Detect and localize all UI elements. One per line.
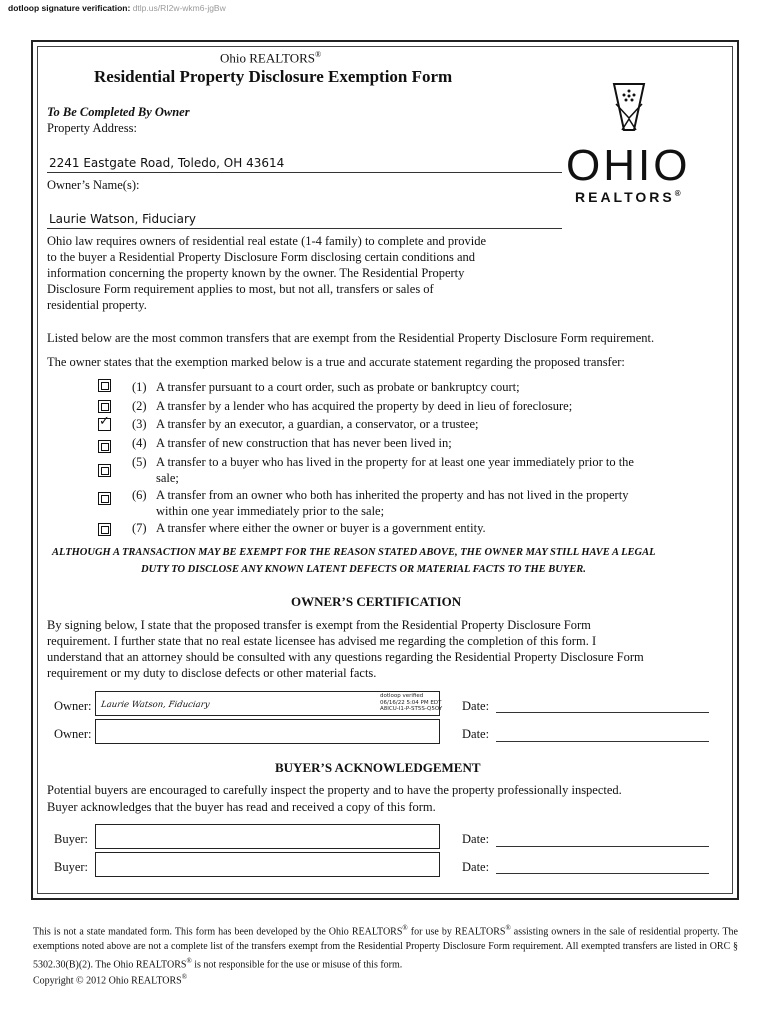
- acknowledgement-line-1: Potential buyers are encouraged to carefully inspect the property and to have the property professionally inspected.: [47, 783, 622, 797]
- buyer-signature-field-2[interactable]: [95, 852, 440, 877]
- certification-line-3: understand that an attorney should be consulted with any questions regarding the Residential Property Disclosure Form: [47, 650, 644, 664]
- exemption-checkbox-3[interactable]: [98, 414, 111, 431]
- property-address-label: Property Address:: [47, 121, 137, 135]
- date-label-buyer-2: Date:: [462, 860, 490, 874]
- warning-line-1: ALTHOUGH A TRANSACTION MAY BE EXEMPT FOR THE REASON STATED ABOVE, THE OWNER MAY STILL HAVE A LEGAL: [52, 547, 656, 558]
- exemption-item-5-cont: sale;: [156, 471, 179, 485]
- owner-subhead: To Be Completed By Owner: [47, 105, 190, 119]
- signature-verification: [8, 3, 226, 13]
- verification-label: dotloop signature verification:: [8, 3, 131, 13]
- owner-label-1: Owner:: [54, 699, 92, 713]
- exemption-checkbox-5[interactable]: [98, 464, 111, 477]
- check-mark-icon: ✓: [99, 414, 110, 429]
- org-name: Ohio REALTORS®: [220, 50, 322, 66]
- exemption-checkbox-4[interactable]: [98, 440, 111, 453]
- exemption-checkbox-2[interactable]: [98, 400, 111, 413]
- owner-label-2: Owner:: [54, 727, 92, 741]
- exemption-item-7: (7) A transfer where either the owner or buyer is a government entity.: [132, 521, 486, 535]
- intro-line-5: residential property.: [47, 298, 147, 312]
- buyer-label-2: Buyer:: [54, 860, 89, 874]
- certification-line-4: requirement or my duty to disclose defects or other material facts.: [47, 666, 377, 680]
- owner-signature-1: Laurie Watson, Fiduciary: [100, 700, 211, 710]
- exemption-item-6-cont: within one year immediately prior to the sale;: [156, 504, 385, 518]
- intro-line-4: Disclosure Form requirement applies to most, but not all, transfers or sales of: [47, 282, 434, 296]
- exemption-item-2: (2) A transfer by a lender who has acquired the property by deed in lieu of foreclosure;: [132, 399, 573, 413]
- logo-word-ohio: OHIO: [566, 141, 691, 190]
- footer-disclaimer: This is not a state mandated form. This form has been developed by the Ohio REALTORS® for use by REALTORS® assisting owners in the sale of residential property. The exemptions noted above are not a complete list of the transfers exempt from the Residential Property Disclosure Form requirement. All exempted transfers are listed in ORC § 5302.30(B)(2). The Ohio REALTORS® is not responsible for the use or misuse of this form.: [33, 924, 738, 971]
- exemption-checkbox-7[interactable]: [98, 523, 111, 536]
- exemption-checkbox-6[interactable]: [98, 492, 111, 505]
- intro-line-3: information concerning the property known by the owner. The Residential Property: [47, 266, 465, 280]
- date-field-buyer-2[interactable]: [496, 873, 709, 874]
- exemption-item-4: (4) A transfer of new construction that has never been lived in;: [132, 436, 452, 450]
- verification-link[interactable]: dtlp.us/RI2w-wkm6-jgBw: [132, 3, 226, 13]
- owner-names-label: Owner’s Name(s):: [47, 178, 140, 192]
- signature-verification-stamp: dotloop verified 06/16/22 5:04 PM EDT A8ICU-I1-P-ST5S-Q5OY: [380, 693, 443, 712]
- date-label-owner-2: Date:: [462, 727, 490, 741]
- certification-line-1: By signing below, I state that the proposed transfer is exempt from the Residential Property Disclosure Form: [47, 618, 591, 632]
- property-address-line: [47, 172, 562, 173]
- exemption-checkbox-1[interactable]: [98, 379, 111, 392]
- date-field-owner-2[interactable]: [496, 741, 709, 742]
- warning-line-2: DUTY TO DISCLOSE ANY KNOWN LATENT DEFECTS OR MATERIAL FACTS TO THE BUYER.: [141, 564, 586, 575]
- footer-copyright: Copyright © 2012 Ohio REALTORS®: [33, 973, 188, 987]
- intro-line-2: to the buyer a Residential Property Disclosure Form disclosing certain conditions and: [47, 250, 476, 264]
- exemption-item-6: (6) A transfer from an owner who both has inherited the property and has not lived in the property: [132, 488, 629, 502]
- logo-word-realtors: REALTORS®: [575, 189, 684, 205]
- date-label-buyer-1: Date:: [462, 832, 490, 846]
- date-field-owner-1[interactable]: [496, 712, 709, 713]
- owner-names-value[interactable]: Laurie Watson, Fiduciary: [49, 212, 196, 226]
- form-title: Residential Property Disclosure Exemption Form: [94, 67, 453, 86]
- exemption-item-5: (5) A transfer to a buyer who has lived in the property for at least one year immediately prior to the: [132, 455, 634, 469]
- acknowledgement-heading: BUYER’S ACKNOWLEDGEMENT: [275, 760, 481, 775]
- exemption-item-1: (1) A transfer pursuant to a court order, such as probate or bankruptcy court;: [132, 380, 520, 394]
- property-address-value[interactable]: 2241 Eastgate Road, Toledo, OH 43614: [49, 156, 285, 170]
- date-label-owner-1: Date:: [462, 699, 490, 713]
- logo-emblem-icon: [612, 82, 646, 132]
- acknowledgement-line-2: Buyer acknowledges that the buyer has read and received a copy of this form.: [47, 800, 436, 814]
- buyer-signature-field-1[interactable]: [95, 824, 440, 849]
- owner-signature-field-2[interactable]: [95, 719, 440, 744]
- intro-line-1: Ohio law requires owners of residential real estate (1-4 family) to complete and provide: [47, 234, 487, 248]
- date-field-buyer-1[interactable]: [496, 846, 709, 847]
- owner-statement: The owner states that the exemption marked below is a true and accurate statement regarding the proposed transfer:: [47, 355, 625, 369]
- certification-line-2: requirement. I further state that no real estate licensee has advised me regarding the completion of this form. I: [47, 634, 597, 648]
- owner-names-line: [47, 228, 562, 229]
- buyer-label-1: Buyer:: [54, 832, 89, 846]
- listed-statement: Listed below are the most common transfers that are exempt from the Residential Property Disclosure Form requirement.: [47, 331, 655, 345]
- certification-heading: OWNER’S CERTIFICATION: [291, 594, 462, 609]
- exemption-item-3: (3) A transfer by an executor, a guardian, a conservator, or a trustee;: [132, 417, 479, 431]
